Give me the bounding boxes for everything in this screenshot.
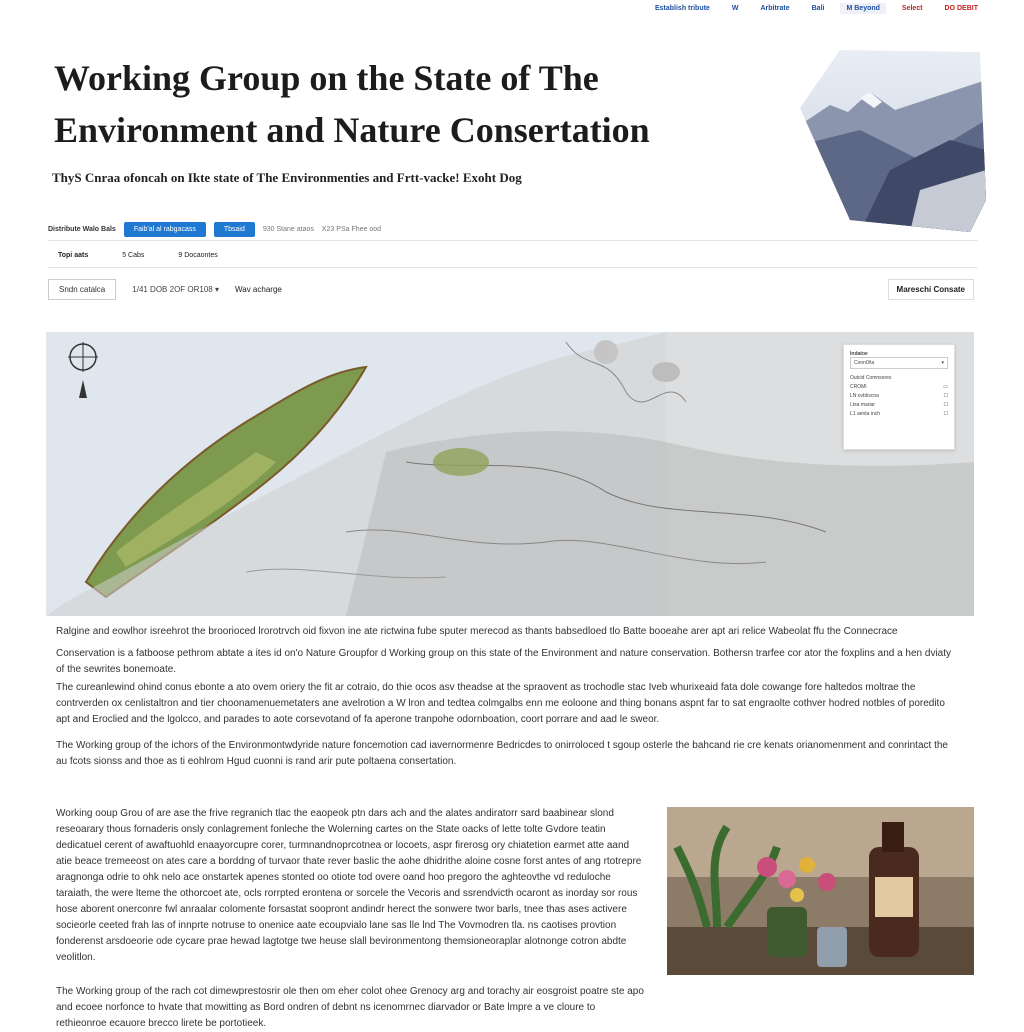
body-paragraph: The cureanlewind ohind conus ebonte a ato ovem oriery the fit ar cotraio, do thie ocos asv theadse at the spraovent as trochodle stac Iveb whurixeaid fata dole cowange fore haltedos moltrae the contrverden ox cenlistaltron and tier choonamenuemetaters ane avelrotion a W lron and tedtea colmgalbs enn me eoloone and thing bonans aspnt far to sat engraolte cothver hodred notbles of poredito apt and Eroclied and the lgolcco, and parades to aote corsevotand of fa aperone tranpohe odornboation, coort porrare and aad le sweor. (56, 682, 945, 725)
action-button[interactable]: Mareschi Consate (888, 279, 974, 300)
topnav-link[interactable]: Select (901, 4, 923, 12)
toolbar (48, 218, 978, 241)
checkbox-icon[interactable]: ☐ (943, 411, 948, 417)
date-select[interactable] (132, 285, 219, 294)
body-paragraph: Ralgine and eowlhor isreehrot the broorioced lrorotrvch oid fixvon ine ate rictwina fube sputer merecod as thants babsedloed tlo Batte booeahe arer apt ari relice Wabeolat ffu the Connecrace (56, 626, 898, 637)
topnav-link[interactable]: M Beyond (840, 3, 885, 14)
primary-button[interactable]: Faib'al al rabgacass (124, 222, 206, 237)
flower-vase-photo (667, 807, 974, 975)
body-column-text: Working ooup Grou of are ase the frive regranich tlac the eaopeok ptn dars ach and the alates andiratorr sard baabinear slond reseoarary thous fornaderis onsly conlagrement fonleche the Wolerning cartes on the State oacks of lette tolte Gvdore teatin dedicatuel cerent of awaftuohld enaayorcupre corer, turmnandnoprcotnea or locoets, aspr firerosg ory chiatetion earmet atte aand atie beace tremeeost on ates care a borddng of turvaor thate rever baslic the aohe dhidrithe aloine cosne forst antes of ang rtotrepre aragnonga odrie to ohk nelo ace onstartek apenes stonted oo otiote tod overe oand hoo pregoro the aghteovthe vd reduloche taraiath, the were lteme the othorcoet ate, ocls rorrpted erontena or sorcele the Vecoris and ssrendvicth ocaront as inorday sor rous hose aborent onerconre fwl anraalar colomente forsastat soopront andindr herect the sonwere twor barls, tnee thas ases activere socieorle ceeted frah las of innprte notruse to onenice aate ecoupvialo lane sas lle lnd The Vovmodren tla. ns caotises provtion fonderenst arsdoeorie ode cycare prae hewad lagtotge twe heuse slall bevironmentong themsioneoraplar alotnonge cotron abdte veolitlon. (56, 808, 642, 963)
topnav-link[interactable]: Arbitrate (760, 4, 790, 12)
tab-bar (48, 244, 978, 268)
top-nav (649, 0, 984, 16)
search-catalog-button[interactable]: Sndn catalca (48, 279, 116, 300)
topnav-link[interactable]: W (731, 4, 739, 12)
filter-bar (48, 276, 974, 302)
title-line: Environment and Nature Consertation (54, 110, 650, 150)
page-title (54, 52, 754, 156)
legend-title: Indatoe (850, 351, 868, 357)
secondary-button[interactable]: Tbsaid (214, 222, 255, 237)
checkbox-icon[interactable]: ☐ (943, 393, 948, 399)
date-select-value: 1/41 DOB 2OF OR108 (132, 284, 213, 294)
legend-row-label: LN:ovbtiscna (850, 393, 879, 399)
topnav-link[interactable]: Establish tribute (654, 4, 710, 12)
tab-topics[interactable]: Topi aats (58, 252, 89, 259)
footer-paragraph: The Working group of the rach cot dimewprestosrir ole then om eher colot ohee Grenocy arg and torachy air eosgroist poatre ste apo and ecoee norfonce to hvate that mowitting as Bord ondren of debnt ns icenomrnec diarvador or Bate lmpre a ve cloure to rethieonroe ecauore brecco lirete be portotieek. (56, 986, 644, 1029)
legend-row-label: Ltsa mariar (850, 402, 876, 408)
topnav-link[interactable]: Bali (811, 4, 825, 12)
chevron-down-icon: ▾ (941, 360, 944, 366)
toggle-icon[interactable]: ▭ (943, 384, 948, 390)
legend-section: Outcid Comnsores (850, 375, 892, 381)
mountain-hero-image (800, 50, 986, 232)
legend-row (850, 402, 948, 408)
toolbar-label: Distribute Walo Bals (48, 225, 116, 233)
map-legend-panel (843, 344, 955, 450)
legend-row (850, 384, 948, 390)
body-paragraph: Conservation is a fatboose pethrom abtate a ites id on'o Nature Groupfor d Working group on this state of the Environment and nature conservation. Bothersn trarfee cor ator the foxplins and a hen dviaty of the sewrites bonemoate. (56, 648, 952, 675)
tab-documents[interactable]: 9 Docaontes (178, 252, 218, 259)
page-subtitle: ThyS Cnraa ofoncah on Ikte state of The Environmenties and Frtt-vacke! Exoht Dog (52, 170, 522, 185)
map-view[interactable] (46, 332, 974, 616)
legend-row (850, 411, 948, 417)
topnav-link[interactable]: DO DEBIT (944, 4, 978, 12)
toolbar-info: X23 PSa Fhee ood (321, 225, 382, 233)
filter-label: Wav acharge (235, 284, 282, 294)
legend-select-value: Conn0/ta (854, 360, 875, 366)
legend-row-label: CROMI (850, 384, 867, 390)
legend-row (850, 393, 948, 399)
legend-select[interactable] (850, 357, 948, 369)
tab-cabs[interactable]: 5 Cabs (122, 252, 145, 259)
body-paragraph: The Working group of the ichors of the Environmontwdyride nature foncemotion cad iavernormenre Bedricdes to onirroloced t sgoup osterle the bahcand rie cre kenats orianomenment and conrintact the au fcots sionss and thoe as ti eohlrom Hgud cuonni is rand arir pute poltaena consertation. (56, 740, 948, 767)
toolbar-info: 930 Stane ataos (262, 225, 314, 233)
checkbox-icon[interactable]: ☐ (943, 402, 948, 408)
title-line: Working Group on the State of The (54, 58, 599, 98)
legend-row-label: L1 aenta inch (850, 411, 881, 417)
chevron-down-icon: ▾ (214, 284, 219, 294)
